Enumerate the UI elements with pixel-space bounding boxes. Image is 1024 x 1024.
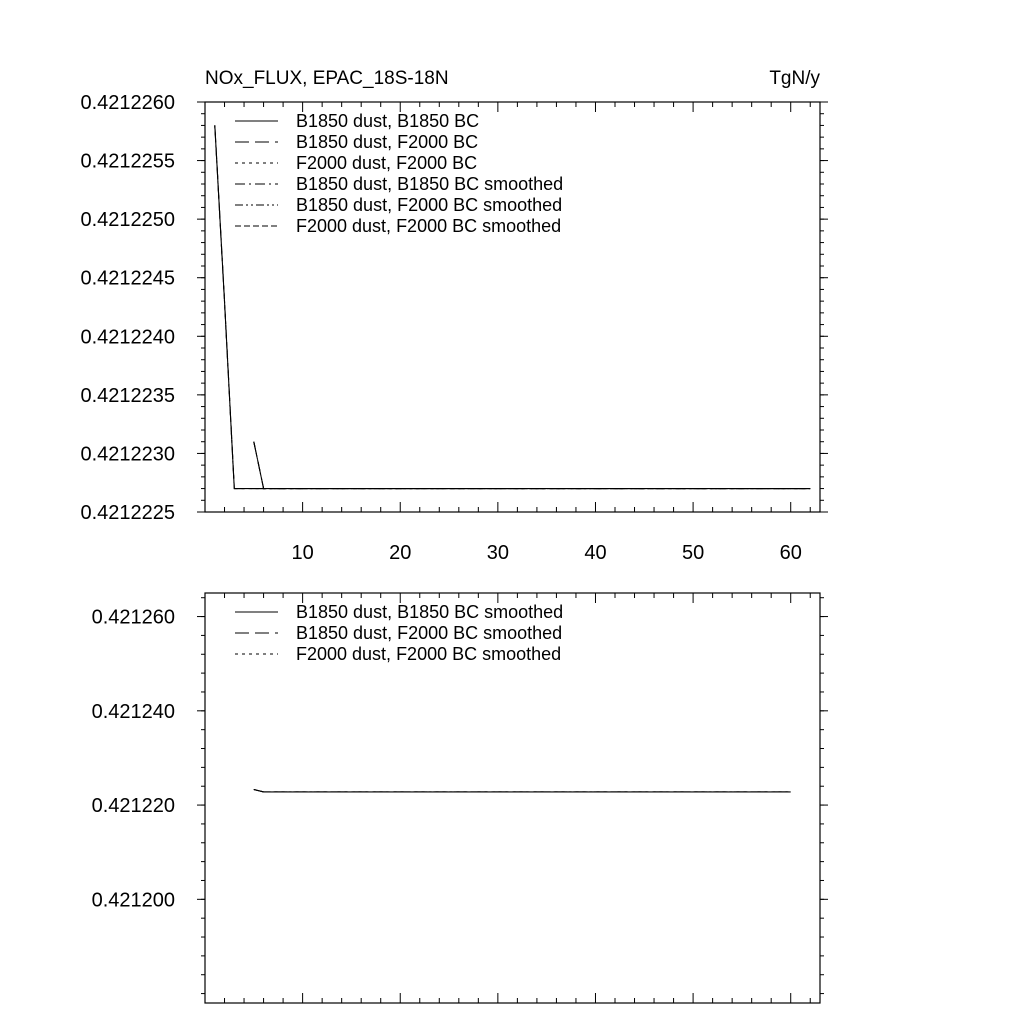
legend-label: B1850 dust, F2000 BC smoothed: [296, 623, 563, 643]
chart-title: NOx_FLUX, EPAC_18S-18N: [205, 68, 449, 89]
legend-label: B1850 dust, B1850 BC smoothed: [296, 174, 564, 194]
y-tick-label: 0.4212250: [80, 209, 175, 232]
y-tick-label: 0.421200: [91, 889, 175, 912]
x-tick-label: 30: [486, 542, 509, 564]
series-line-4: [254, 442, 810, 489]
y-tick-label: 0.4212230: [80, 443, 175, 466]
legend-label: F2000 dust, F2000 BC smoothed: [296, 644, 562, 664]
legend-label: B1850 dust, F2000 BC smoothed: [296, 195, 563, 215]
plot-panel-1: [80, 68, 828, 564]
y-tick-label: 0.4212235: [80, 384, 175, 407]
y-tick-label: 0.4212255: [80, 150, 175, 173]
x-tick-label: 10: [291, 542, 314, 564]
y-tick-label: 0.4212225: [80, 502, 175, 524]
y-tick-label: 0.421240: [91, 700, 175, 723]
x-tick-label: 60: [779, 542, 802, 564]
plot-panel-2: [92, 593, 828, 1003]
legend: [235, 111, 563, 236]
legend: [235, 602, 563, 664]
x-tick-label: 50: [681, 542, 705, 564]
y-tick-label: 0.421220: [91, 795, 175, 818]
x-tick-label: 40: [584, 542, 607, 564]
series-line-6: [254, 442, 810, 489]
series-line-5: [254, 442, 810, 489]
y-tick-label: 0.421260: [91, 606, 175, 629]
legend-label: B1850 dust, B1850 BC: [296, 111, 480, 131]
y-tick-label: 0.4212240: [80, 326, 175, 349]
legend-label: B1850 dust, F2000 BC: [296, 132, 479, 152]
y-tick-label: 0.4212245: [80, 267, 175, 290]
x-tick-label: 20: [389, 542, 412, 564]
legend-label: F2000 dust, F2000 BC: [296, 153, 478, 173]
y-tick-label: 0.4212260: [80, 92, 175, 114]
legend-label: B1850 dust, B1850 BC smoothed: [296, 602, 564, 622]
legend-label: F2000 dust, F2000 BC smoothed: [296, 216, 562, 236]
units-label: TgN/y: [769, 68, 820, 89]
